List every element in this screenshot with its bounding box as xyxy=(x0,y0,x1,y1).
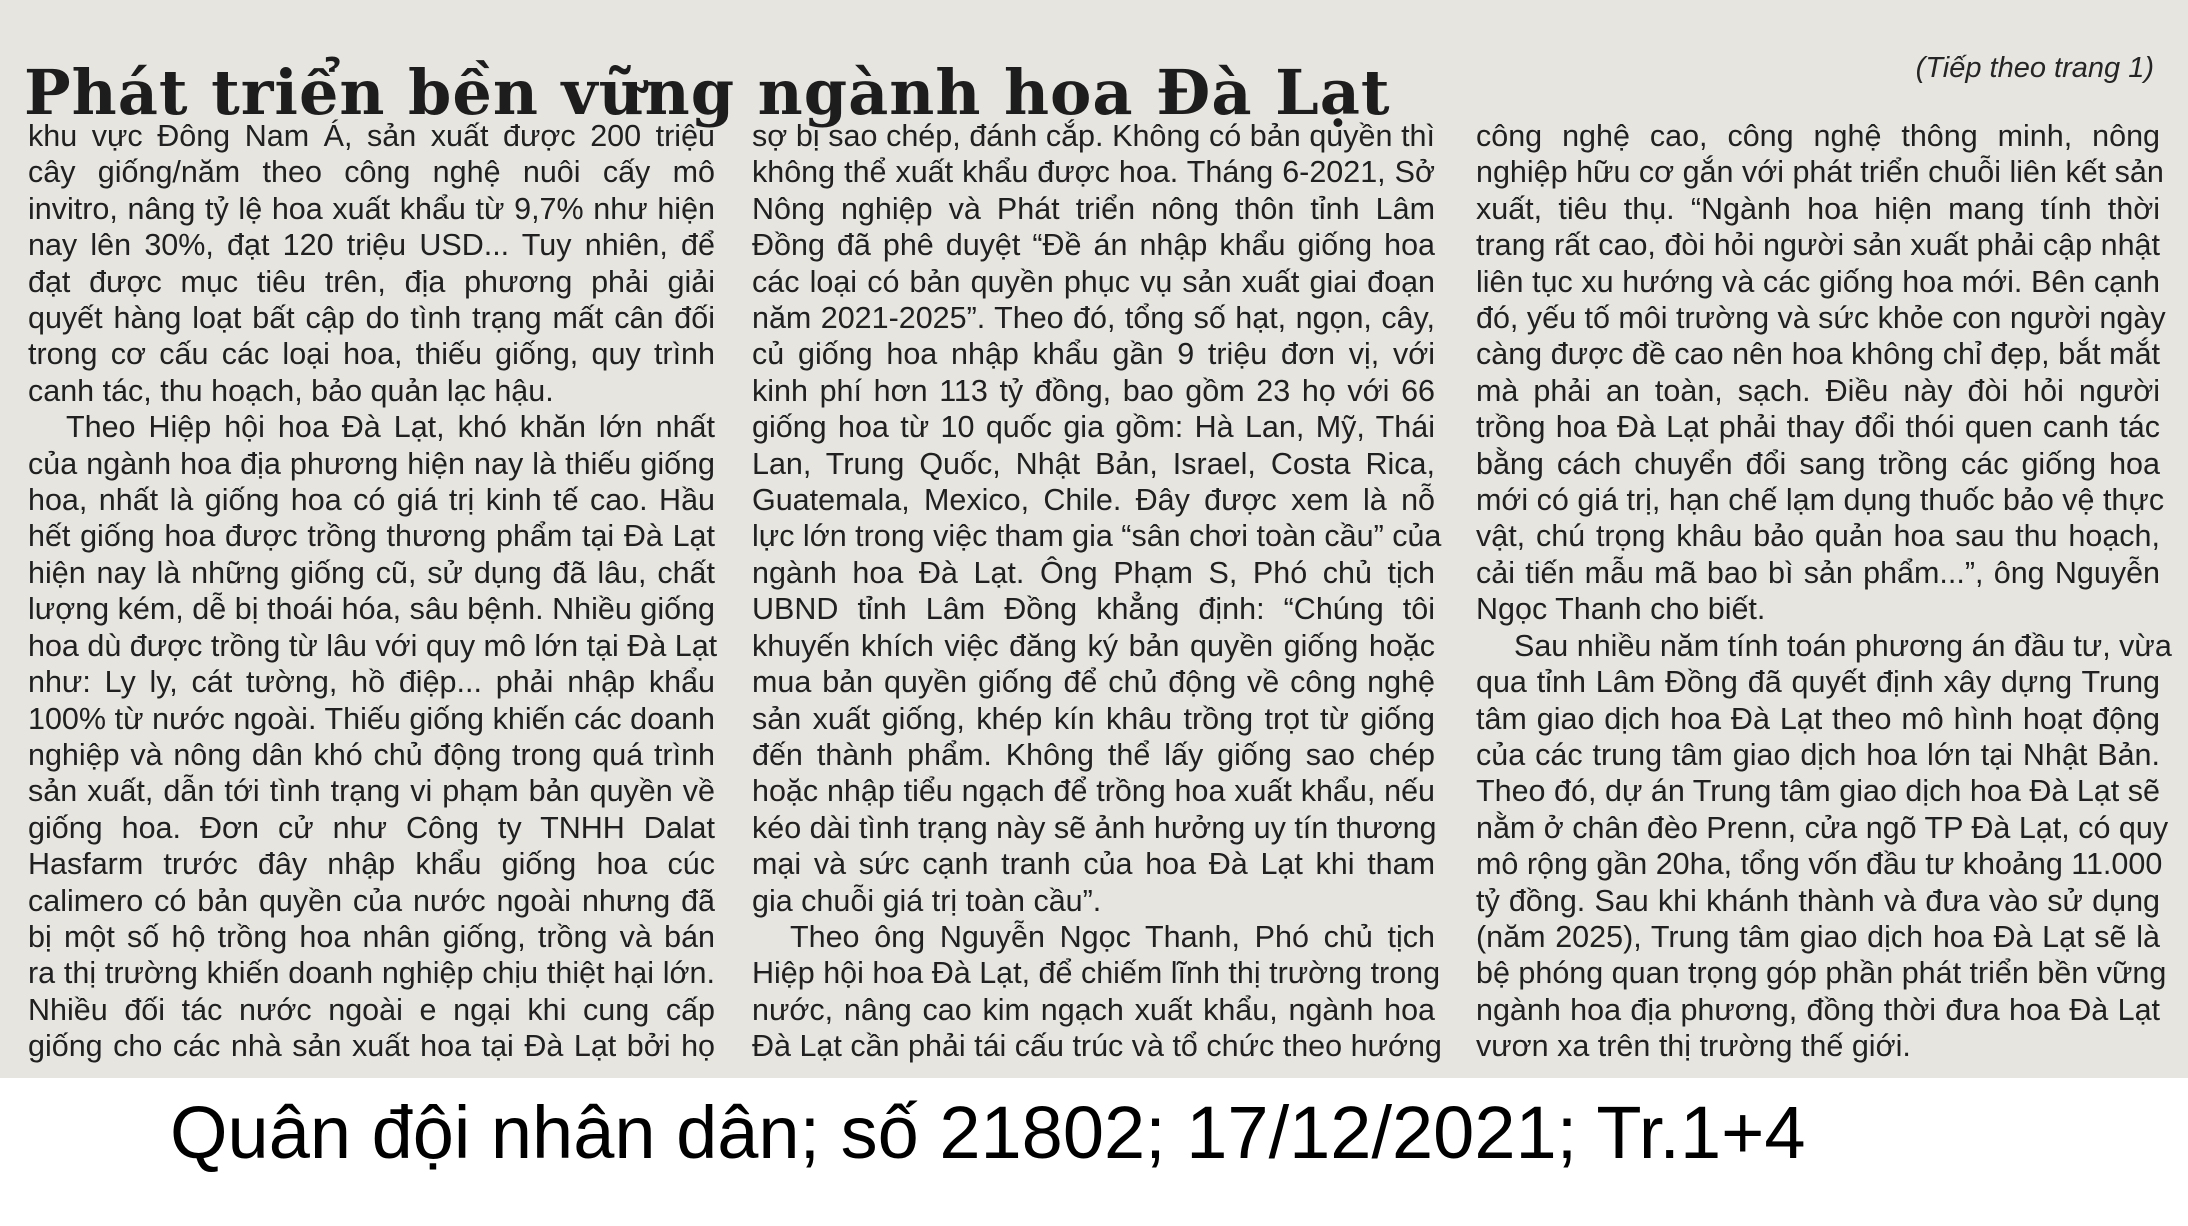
article-line: đến thành phẩm. Không thể lấy giống sao chép xyxy=(752,737,1435,772)
article-line: công nghệ cao, công nghệ thông minh, nông xyxy=(1476,119,2160,153)
article-line: giống cho các nhà sản xuất hoa tại Đà Lạt bởi họ xyxy=(28,1029,715,1064)
article-line: mại và sức cạnh tranh của hoa Đà Lạt khi tham xyxy=(752,847,1435,882)
article-line: nằm ở chân đèo Prenn, cửa ngõ TP Đà Lạt, có quy xyxy=(1476,810,2169,845)
article-line: ngành hoa địa phương, đồng thời đưa hoa Đà Lạt xyxy=(1476,992,2160,1027)
continued-note: (Tiếp theo trang 1) xyxy=(1915,52,2154,84)
article-line: Đồng đã phê duyệt “Đề án nhập khẩu giống hoa xyxy=(752,228,1435,263)
article-line: khuyến khích việc đăng ký bản quyền giống hoặc xyxy=(752,628,1435,663)
article-line: nay lên 30%, đạt 120 triệu USD... Tuy nhiên, để xyxy=(28,228,715,263)
article-line: 100% từ nước ngoài. Thiếu giống khiến các doanh xyxy=(28,701,715,736)
article-line: liên tục xu hướng và các giống hoa mới. Bên cạnh xyxy=(1476,264,2160,299)
article-line: bệ phóng quan trọng góp phần phát triển bền vững xyxy=(1476,956,2167,991)
article-line: hiện nay là những giống cũ, sử dụng đã lâu, chất xyxy=(28,555,715,590)
article-line: giống hoa từ 10 quốc gia gồm: Hà Lan, Mỹ, Thái xyxy=(752,410,1435,445)
article-line: hoa dù được trồng từ lâu với quy mô lớn tại Đà Lạt xyxy=(28,628,718,663)
article-line: Nhiều đối tác nước ngoài e ngại khi cung cấp xyxy=(28,992,715,1027)
article-line: Đà Lạt cần phải tái cấu trúc và tổ chức theo hướng xyxy=(752,1029,1442,1064)
article-line: bị một số hộ trồng hoa nhân giống, trồng và bán xyxy=(28,919,715,954)
article-line: UBND tỉnh Lâm Đồng khẳng định: “Chúng tôi xyxy=(752,592,1435,627)
article-line: Theo ông Nguyễn Ngọc Thanh, Phó chủ tịch xyxy=(790,919,1435,954)
article-line: mà phải an toàn, sạch. Điều này đòi hỏi người xyxy=(1476,373,2160,408)
article-line: nước, nâng cao kim ngạch xuất khẩu, ngành hoa xyxy=(752,992,1435,1027)
article-line: ngành hoa Đà Lạt. Ông Phạm S, Phó chủ tịch xyxy=(752,555,1435,590)
article-line: của các trung tâm giao dịch hoa lớn tại Nhật Bản. xyxy=(1476,737,2160,772)
article-line: Hiệp hội hoa Đà Lạt, để chiếm lĩnh thị trường trong xyxy=(752,956,1441,991)
article-line: hoa, nhất là giống hoa có giá trị kinh tế cao. Hầu xyxy=(28,483,715,518)
article-line: các loại có bản quyền phục vụ sản xuất giai đoạn xyxy=(752,264,1435,299)
article-line: invitro, nâng tỷ lệ hoa xuất khẩu từ 9,7% như hiện xyxy=(28,191,715,226)
article-column-3 xyxy=(1476,118,2172,1065)
article-line: ra thị trường khiến doanh nghiệp chịu thiệt hại lớn. xyxy=(28,956,715,991)
article-line: (năm 2025), Trung tâm giao dịch hoa Đà Lạt sẽ là xyxy=(1476,919,2160,954)
article-line: calimero có bản quyền của nước ngoài nhưng đã xyxy=(28,883,715,918)
article-line: bằng cách chuyển đổi sang trồng các giống hoa xyxy=(1476,446,2160,481)
article-line: Sau nhiều năm tính toán phương án đầu tư, vừa xyxy=(1514,628,2172,663)
article-line: Hasfarm trước đây nhập khẩu giống hoa cúc xyxy=(28,847,715,882)
article-line: vật, chú trọng khâu bảo quản hoa sau thu hoạch, xyxy=(1476,519,2160,554)
article-line: đạt được mục tiêu trên, địa phương phải giải xyxy=(28,264,715,299)
article-headline: Phát triển bền vững ngành hoa Đà Lạt xyxy=(24,55,1391,129)
article-line: trồng hoa Đà Lạt phải thay đổi thói quen canh tác xyxy=(1476,410,2160,445)
article-line: đó, yếu tố môi trường và sức khỏe con người ngày xyxy=(1476,301,2166,336)
article-line: kinh phí hơn 113 tỷ đồng, bao gồm 23 họ với 66 xyxy=(752,373,1435,408)
article-line: giống hoa. Đơn cử như Công ty TNHH Dalat xyxy=(28,810,715,845)
article-line: trang rất cao, đòi hỏi người sản xuất phải cập nhật xyxy=(1476,228,2160,263)
article-line: nghiệp hữu cơ gắn với phát triển chuỗi liên kết sản xyxy=(1476,155,2164,190)
article-line: cây giống/năm theo công nghệ nuôi cấy mô xyxy=(28,155,715,190)
article-line: cải tiến mẫu mã bao bì sản phẩm...”, ông Nguyễn xyxy=(1476,555,2160,590)
article-line: khu vực Đông Nam Á, sản xuất được 200 triệu xyxy=(28,119,715,153)
source-caption: Quân đội nhân dân; số 21802; 17/12/2021; Tr.1+4 xyxy=(170,1091,1806,1174)
article-line: mua bản quyền giống để chủ động về công nghệ xyxy=(752,665,1435,700)
article-line: tỷ đồng. Sau khi khánh thành và đưa vào sử dụng xyxy=(1476,883,2160,918)
article-line: lượng kém, dễ bị thoái hóa, sâu bệnh. Nhiều giống xyxy=(28,592,715,627)
article-line: năm 2021-2025”. Theo đó, tổng số hạt, ngọn, cây, xyxy=(752,301,1435,336)
article-line: nghiệp và nông dân khó chủ động trong quá trình xyxy=(28,737,715,772)
article-line: canh tác, thu hoạch, bảo quản lạc hậu. xyxy=(28,373,554,408)
article-line: lực lớn trong việc tham gia “sân chơi toàn cầu” của xyxy=(752,519,1442,554)
article-line: như: Ly ly, cát tường, hồ điệp... phải nhập khẩu xyxy=(28,665,715,700)
article-line: càng được đề cao nên hoa không chỉ đẹp, bắt mắt xyxy=(1476,337,2160,372)
article-line: Lan, Trung Quốc, Nhật Bản, Israel, Costa Rica, xyxy=(752,446,1435,481)
article-line: hết giống hoa được trồng thương phẩm tại Đà Lạt xyxy=(28,519,715,554)
article-line: mới có giá trị, hạn chế lạm dụng thuốc bảo vệ thực xyxy=(1476,483,2165,518)
article-line: sợ bị sao chép, đánh cắp. Không có bản quyền thì xyxy=(752,119,1435,153)
article-line: sản xuất, dẫn tới tình trạng vi phạm bản quyền về xyxy=(28,774,715,809)
article-line: của ngành hoa địa phương hiện nay là thiếu giống xyxy=(28,446,715,481)
article-line: Nông nghiệp và Phát triển nông thôn tỉnh Lâm xyxy=(752,191,1435,226)
article-line: vươn xa trên thị trường thế giới. xyxy=(1476,1029,1911,1064)
article-line: hoặc nhập tiểu ngạch để trồng hoa xuất khẩu, nếu xyxy=(752,774,1435,809)
article-line: không thể xuất khẩu được hoa. Tháng 6-2021, Sở xyxy=(752,155,1435,190)
article-line: củ giống hoa nhập khẩu gần 9 triệu đơn vị, với xyxy=(752,337,1435,372)
article-line: gia chuỗi giá trị toàn cầu”. xyxy=(752,883,1102,918)
article-line: kéo dài tình trạng này sẽ ảnh hưởng uy tín thương xyxy=(752,810,1437,845)
article-line: qua tỉnh Lâm Đồng đã quyết định xây dựng Trung xyxy=(1476,665,2160,700)
article-column-1 xyxy=(28,118,718,1065)
article-line: Theo Hiệp hội hoa Đà Lạt, khó khăn lớn nhất xyxy=(66,410,715,445)
article-column-2 xyxy=(752,118,1442,1065)
article-line: mô rộng gần 20ha, tổng vốn đầu tư khoảng 11.000 xyxy=(1476,847,2163,882)
article-line: quyết hàng loạt bất cập do tình trạng mất cân đối xyxy=(28,301,715,336)
article-line: xuất, tiêu thụ. “Ngành hoa hiện mang tính thời xyxy=(1476,191,2160,226)
article-line: tâm giao dịch hoa Đà Lạt theo mô hình hoạt động xyxy=(1476,701,2160,736)
article-line: Ngọc Thanh cho biết. xyxy=(1476,592,1766,627)
article-line: Theo đó, dự án Trung tâm giao dịch hoa Đà Lạt sẽ xyxy=(1476,774,2160,809)
article-line: Guatemala, Mexico, Chile. Đây được xem là nỗ xyxy=(752,483,1435,518)
article-line: trong cơ cấu các loại hoa, thiếu giống, quy trình xyxy=(28,337,715,372)
article-line: sản xuất giống, khép kín khâu trồng trọt từ giống xyxy=(752,701,1435,736)
